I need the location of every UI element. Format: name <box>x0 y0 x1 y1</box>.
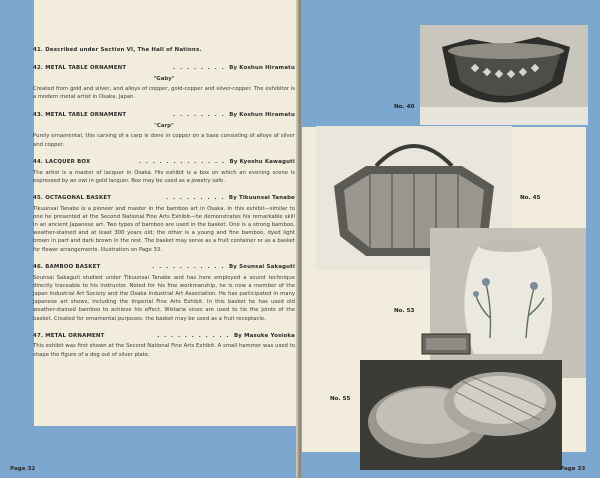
entry-title: LACQUER BOX <box>45 159 91 166</box>
label-no-53: No. 53 <box>394 308 415 314</box>
label-no-45: No. 45 <box>520 195 541 201</box>
page-number-left: Page 32 <box>10 466 36 472</box>
entry-artist: By Kyoshu Kawaguti <box>229 159 295 166</box>
entry-body: Purely ornamental, this carving of a carp is done in copper on a base consisting of alloys of silver and copper. <box>33 133 295 148</box>
entry-subtitle: "Gaby" <box>153 75 175 82</box>
page-number-right: Page 33 <box>560 466 586 472</box>
entry-artist: By Sounsai Sakaguti <box>229 264 295 271</box>
entry-artist: By Masuke Yosioka <box>233 333 295 340</box>
entry-list <box>33 46 295 368</box>
photo-round-box <box>360 360 562 470</box>
entry-title: BAMBOO BASKET <box>45 264 101 271</box>
left-page <box>0 0 298 478</box>
entry-artist: By Tikuunsai Tanabe <box>228 195 295 202</box>
entry-artist: By Koshun Hiramatu <box>229 112 295 119</box>
label-no-40: No. 40 <box>394 104 415 110</box>
entry-title: OCTAGONAL BASKET <box>45 195 112 202</box>
entry-body: Sounsai Sakaguti studied under Tikuunsai Tanabe and has here employed a sound technique directly traceable to his instructor. Noted for his fine workmanship, he is now a member of the Japan Industrial Art Society and the Osaka Industrial Art Association. He has participated in many Japanese art shows, including the Imperial Fine Arts Exhibit. In this basket he has used old weather-stained bamboo to achieve his effect. Wistaria vines are used to tie the joints of the basket. Created for ornamental purposes, the basket may be used as a fruit receptacle. <box>33 274 295 322</box>
photo-bowl <box>420 25 588 125</box>
entry-title: METAL TABLE ORNAMENT <box>45 112 127 119</box>
entry-42: 42. METAL TABLE ORNAMENT . . . . . . . . By Koshun Hiramatu "Gaby" Created from gold and silver, and alloys of copper, gold-copper and silver-copper. The exhibitor is a modern metal artist in Osaka, Japan. <box>33 64 295 101</box>
blue-panel-left <box>0 0 34 478</box>
entry-artist: By Koshun Hiramatu <box>229 64 295 71</box>
entry-body: Created from gold and silver, and alloys of copper, gold-copper and silver-copper. The exhibitor is a modern metal artist in Osaka, Japan. <box>33 86 295 101</box>
photo-small-box <box>420 330 472 356</box>
entry-44: 44. LACQUER BOX . . . . . . . . . . . . . By Kyoshu Kawaguti The artist is a master of lacquer in Osaka. His exhibit is a box on which an evening scene is expressed by an owl in gold lacquer. Box may be used as a jewelry safe. <box>33 159 295 184</box>
blue-strip-right <box>586 0 600 478</box>
label-no-55: No. 55 <box>330 396 351 402</box>
entry-subtitle: "Carp" <box>154 123 174 130</box>
entry-46: 46. BAMBOO BASKET . . . . . . . . . . . By Sounsai Sakaguti Sounsai Sakaguti studied under Tikuunsai Tanabe and has here employed a sound technique directly traceable to his instructor. Noted for his fine workmanship, he is now a member of the Japan Industrial Art Society and the Osaka Industrial Art Association. He has participated in many Japanese art shows, including the Imperial Fine Arts Exhibit. In this basket he has used old weather-stained bamboo to achieve his effect. Wistaria vines are used to tie the joints of the basket. Created for ornamental purposes, the basket may be used as a fruit receptacle. <box>33 264 295 322</box>
entry-body: Tikuunsai Tanabe is a pioneer and master in the bamboo art in Osaka. In this exhibit—similar to one he presented at the Second National Fine Arts Exhibit—he demonstrates his remarkable skill in an ancient Japanese art. Two types of bamboo are used in the basket. One is a strong bamboo, weather-stained and at least 300 years old; the other is a young and fine bamboo, dyed light brown in part and dark brown in the rest. The basket may serve as a fruit container or as a basket for flower arrangements. Illustration on Page 33. <box>33 205 295 253</box>
entry-title: METAL TABLE ORNAMENT <box>45 64 127 71</box>
entry-43: 43. METAL TABLE ORNAMENT . . . . . . . . By Koshun Hiramatu "Carp" Purely ornamental, this carving of a carp is done in copper on a base consisting of alloys of silver and copper. <box>33 112 295 148</box>
entry-body: The artist is a master of lacquer in Osaka. His exhibit is a box on which an evening scene is expressed by an owl in gold lacquer. Box may be used as a jewelry safe. <box>33 169 295 184</box>
entry-body: This exhibit was first shown at the Second National Fine Arts Exhibit. A small hammer was used to shape the figure of a dog out of silver plate. <box>33 343 295 358</box>
entry-47: 47. METAL ORNAMENT . . . . . . . . . . . By Masuke Yosioka This exhibit was first shown at the Second National Fine Arts Exhibit. A small hammer was used to shape the figure of a dog out of silver plate. <box>33 333 295 358</box>
entry-41: 41. Described under Section VI, The Hall of Nations. <box>33 47 202 53</box>
right-page <box>302 0 600 478</box>
entry-45: 45. OCTAGONAL BASKET . . . . . . . . . By Tikuunsai Tanabe Tikuunsai Tanabe is a pioneer and master in the bamboo art in Osaka. In this exhibit—similar to one he presented at the Second National Fine Arts Exhibit—he demonstrates his remarkable skill in an ancient Japanese art. Two types of bamboo are used in the basket. One is a strong bamboo, weather-stained and at least 300 years old; the other is a young and fine bamboo, dyed light brown in part and dark brown in the rest. The basket may serve as a fruit container or as a basket for flower arrangements. Illustration on Page 33. <box>33 195 295 253</box>
blue-band-bottom-left <box>0 426 298 478</box>
entry-title: Described under Section VI, The Hall of Nations. <box>45 47 202 53</box>
entry-title: METAL ORNAMENT <box>45 333 105 340</box>
